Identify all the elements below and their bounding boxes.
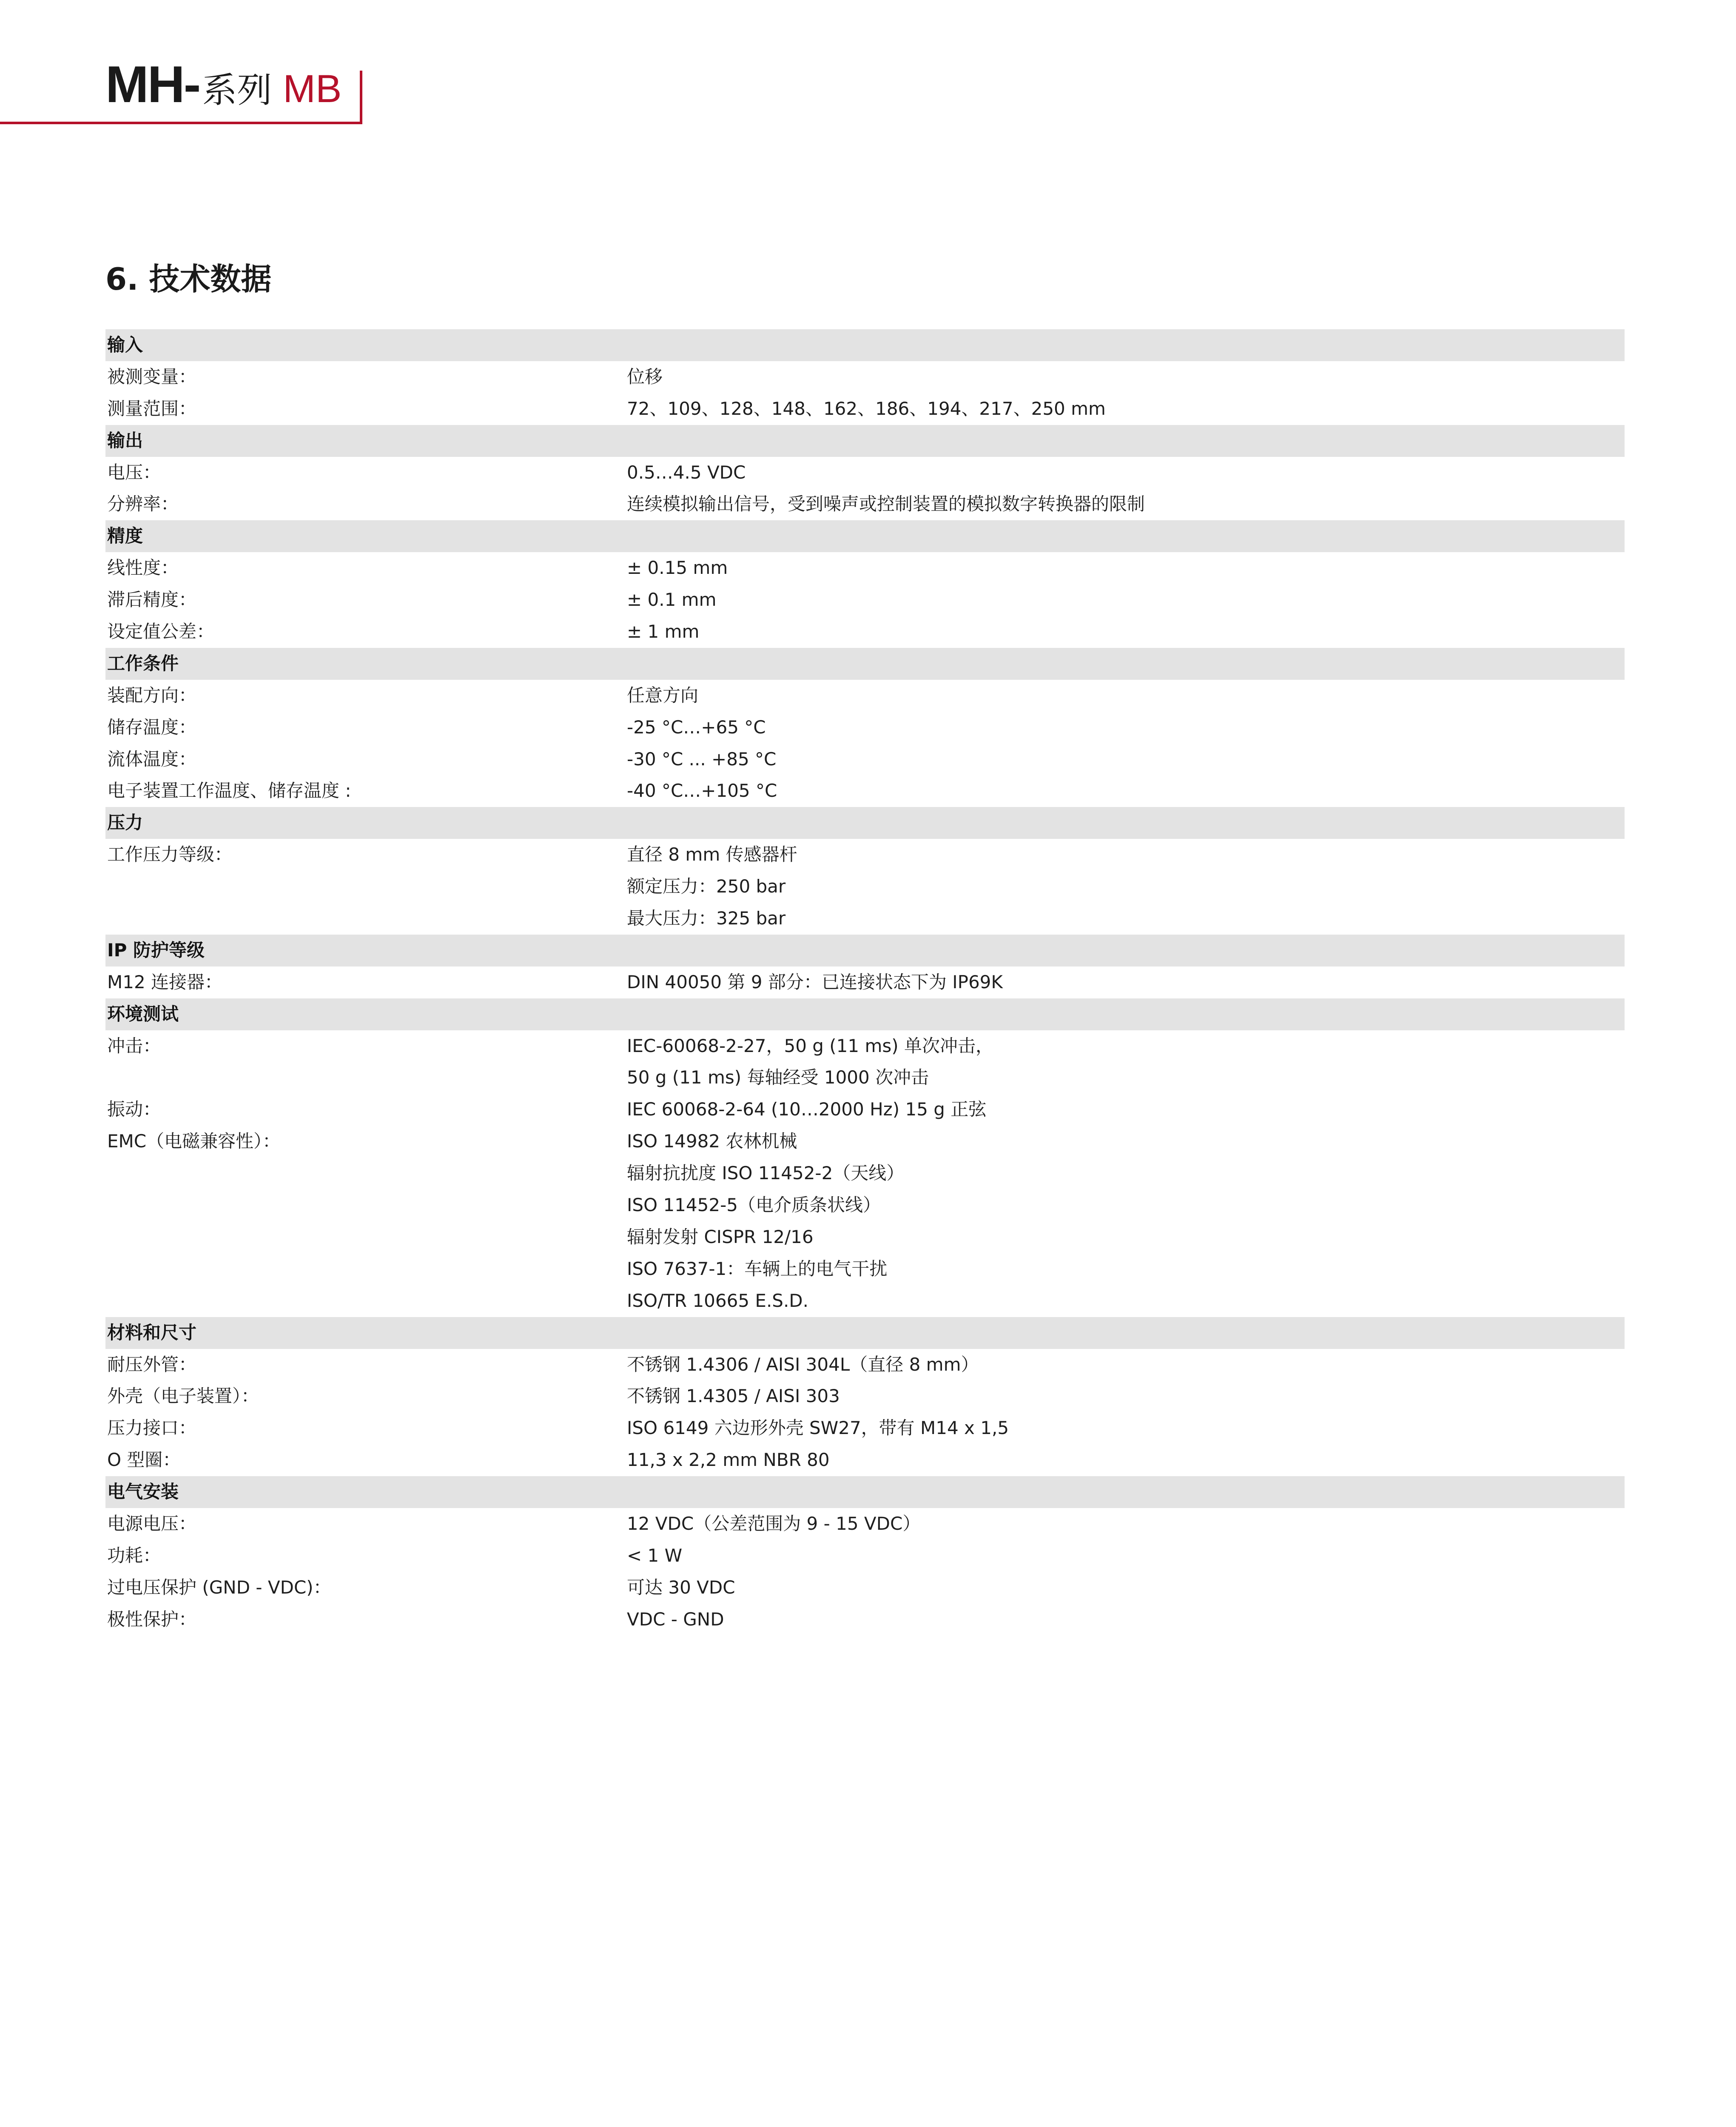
spec-group-title: 精度 [107, 525, 143, 547]
spec-label: 过电压保护 (GND - VDC)： [107, 1577, 331, 1598]
spec-label: 振动： [107, 1099, 161, 1120]
spec-group-header [105, 1317, 1625, 1349]
spec-row [105, 1349, 1625, 1381]
spec-label: 冲击： [107, 1035, 161, 1056]
spec-row [105, 871, 1625, 903]
spec-value: VDC - GND [627, 1608, 724, 1630]
spec-value: ± 0.15 mm [627, 557, 728, 579]
spec-row [105, 457, 1625, 489]
spec-group-header [105, 648, 1625, 680]
spec-value: -25 °C…+65 °C [627, 716, 766, 738]
spec-label: 滞后精度： [107, 589, 197, 610]
spec-row [105, 552, 1625, 584]
spec-label: 装配方向： [107, 684, 197, 706]
spec-value: 可达 30 VDC [627, 1577, 735, 1598]
spec-group-header [105, 935, 1625, 967]
spec-row [105, 839, 1625, 871]
spec-group-title: IP 防护等级 [107, 939, 205, 961]
spec-label: M12 连接器： [107, 971, 223, 992]
spec-label: 电子装置工作温度、储存温度 : [107, 780, 351, 801]
spec-label: 测量范围： [107, 398, 197, 419]
spec-value: 不锈钢 1.4305 / AISI 303 [627, 1386, 840, 1407]
spec-group-title: 工作条件 [107, 653, 179, 674]
spec-table [105, 329, 1625, 1636]
spec-value: 50 g (11 ms) 每轴经受 1000 次冲击 [627, 1067, 929, 1088]
spec-label: 耐压外管： [107, 1354, 197, 1375]
spec-row [105, 1094, 1625, 1126]
spec-row [105, 1221, 1625, 1253]
spec-value: ISO 6149 六边形外壳 SW27，带有 M14 x 1,5 [627, 1417, 1009, 1439]
spec-row [105, 1604, 1625, 1636]
spec-row [105, 680, 1625, 712]
spec-label: 电压： [107, 462, 161, 483]
spec-group-header [105, 329, 1625, 361]
spec-value: 72、109、128、148、162、186、194、217、250 mm [627, 398, 1106, 419]
spec-row [105, 616, 1625, 648]
spec-row [105, 1508, 1625, 1540]
spec-group-title: 输出 [107, 430, 143, 451]
spec-row [105, 967, 1625, 998]
section-title: 6. 技术数据 [105, 261, 272, 297]
brand-name: MH- [105, 55, 200, 113]
spec-label: 压力接口： [107, 1417, 197, 1439]
spec-row [105, 488, 1625, 520]
spec-value: ISO 14982 农林机械 [627, 1131, 797, 1152]
spec-group-header [105, 520, 1625, 552]
spec-row [105, 1412, 1625, 1444]
spec-value: 最大压力：325 bar [627, 908, 786, 929]
spec-row [105, 1572, 1625, 1604]
spec-row [105, 1540, 1625, 1572]
spec-row [105, 1126, 1625, 1158]
spec-group-title: 材料和尺寸 [107, 1322, 197, 1343]
spec-value: 辐射发射 CISPR 12/16 [627, 1226, 814, 1247]
spec-row [105, 1380, 1625, 1412]
spec-label: 极性保护： [107, 1608, 197, 1630]
brand-series: 系列 [202, 70, 272, 111]
page-header [0, 0, 366, 128]
spec-row [105, 1444, 1625, 1476]
spec-row [105, 1062, 1625, 1094]
spec-group-header [105, 1476, 1625, 1508]
spec-row [105, 361, 1625, 393]
spec-value: 不锈钢 1.4306 / AISI 304L（直径 8 mm） [627, 1354, 979, 1375]
spec-value: 12 VDC（公差范围为 9 - 15 VDC） [627, 1513, 921, 1534]
spec-value: 位移 [627, 366, 663, 387]
spec-group-header [105, 425, 1625, 457]
spec-row [105, 744, 1625, 776]
spec-label: 分辨率： [107, 493, 179, 515]
spec-row [105, 903, 1625, 935]
spec-group-title: 电气安装 [107, 1481, 179, 1503]
spec-value: ISO/TR 10665 E.S.D. [627, 1290, 808, 1311]
spec-group-title: 输入 [107, 334, 143, 355]
spec-group-header [105, 998, 1625, 1030]
spec-label: 功耗： [107, 1545, 161, 1566]
spec-row [105, 712, 1625, 744]
spec-label: 外壳（电子装置）： [107, 1386, 259, 1407]
spec-row [105, 1030, 1625, 1062]
spec-value: -30 °C ... +85 °C [627, 748, 777, 770]
spec-value: 连续模拟输出信号，受到噪声或控制装置的模拟数字转换器的限制 [627, 493, 1145, 515]
spec-label: 工作压力等级： [107, 844, 233, 865]
spec-label: 设定值公差： [107, 621, 215, 642]
spec-value: < 1 W [627, 1545, 683, 1566]
spec-value: 11,3 x 2,2 mm NBR 80 [627, 1449, 830, 1471]
spec-value: ± 1 mm [627, 621, 700, 642]
spec-value: ISO 11452-5（电介质条状线） [627, 1195, 881, 1216]
header-accent-rule [0, 122, 362, 124]
spec-group-title: 压力 [107, 812, 143, 833]
spec-label: 线性度： [107, 557, 179, 579]
spec-label: 电源电压： [107, 1513, 197, 1534]
spec-row [105, 1253, 1625, 1285]
spec-label: 储存温度： [107, 716, 197, 738]
spec-value: 辐射抗扰度 ISO 11452-2（天线） [627, 1163, 905, 1184]
spec-row [105, 393, 1625, 425]
spec-label: 流体温度： [107, 748, 197, 770]
spec-row [105, 1189, 1625, 1221]
spec-group-title: 环境测试 [107, 1003, 179, 1024]
spec-row [105, 584, 1625, 616]
spec-row [105, 1158, 1625, 1189]
spec-value: 0.5…4.5 VDC [627, 462, 746, 483]
spec-label: EMC（电磁兼容性）： [107, 1131, 281, 1152]
spec-value: IEC-60068-2-27，50 g (11 ms) 单次冲击， [627, 1035, 994, 1056]
spec-group-header [105, 807, 1625, 839]
spec-value: 额定压力：250 bar [627, 876, 786, 897]
spec-value: DIN 40050 第 9 部分：已连接状态下为 IP69K [627, 971, 1003, 992]
spec-row [105, 775, 1625, 807]
header-accent-tick [360, 71, 362, 124]
brand-model: MB [283, 67, 342, 111]
spec-value: ISO 7637-1：车辆上的电气干扰 [627, 1258, 888, 1279]
spec-value: -40 °C…+105 °C [627, 780, 777, 801]
header-title [105, 54, 342, 114]
spec-label: O 型圈： [107, 1449, 181, 1471]
spec-value: IEC 60068-2-64 (10…2000 Hz) 15 g 正弦 [627, 1099, 987, 1120]
spec-label: 被测变量： [107, 366, 197, 387]
spec-row [105, 1285, 1625, 1317]
spec-value: 任意方向 [627, 684, 699, 706]
spec-value: ± 0.1 mm [627, 589, 717, 610]
spec-value: 直径 8 mm 传感器杆 [627, 844, 797, 865]
